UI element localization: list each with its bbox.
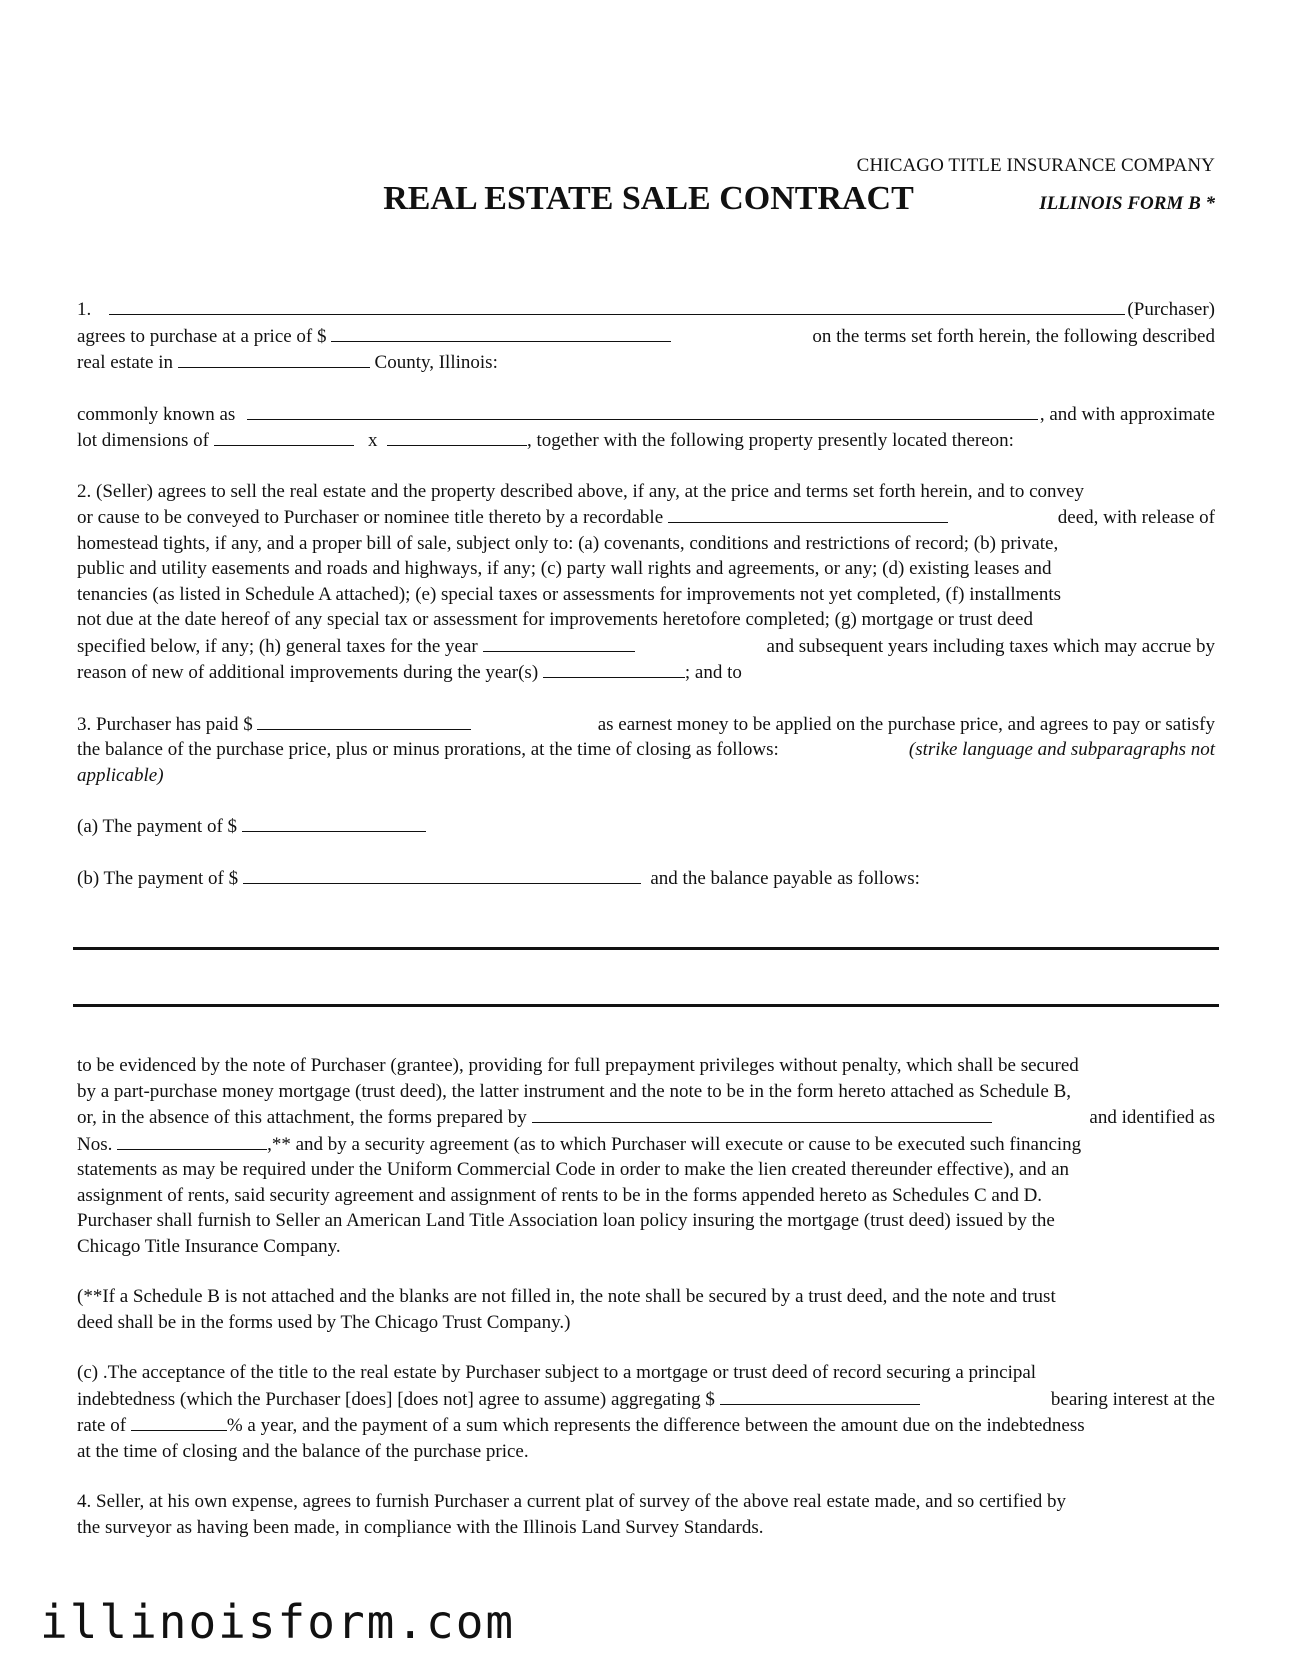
payment-a-field[interactable]: [242, 813, 426, 832]
lot-width-field[interactable]: [214, 427, 354, 446]
s2-line4: public and utility easements and roads and highways, if any; (c) party wall rights and agreements, or any; (d) existing leases and: [77, 558, 1052, 579]
s3b-line6: assignment of rents, said security agreement and assignment of rents to be in the forms appended hereto as Schedules C and D.: [77, 1184, 1043, 1206]
address-field[interactable]: [247, 401, 1037, 420]
s3c-line2: indebtedness (which the Purchaser [does] [does not] agree to assume) aggregating $ bearing interest at the: [77, 1386, 1215, 1413]
s3b-line3: or, in the absence of this attachment, the forms prepared by and identified as: [77, 1104, 1215, 1131]
deed-type-field[interactable]: [668, 504, 948, 523]
s3b-line1: to be evidenced by the note of Purchaser (grantee), providing for full prepayment privileges without penalty, which shall be secured: [77, 1055, 1079, 1076]
s3c-line4: at the time of closing and the balance of the purchase price.: [77, 1440, 529, 1462]
s1-line4: commonly known as , and with approximate: [77, 401, 1215, 428]
s3b-line: (b) The payment of $ and the balance payable as follows:: [77, 865, 1215, 892]
s2-line7: specified below, if any; (h) general taxes for the year and subsequent years including taxes which may accrue by: [77, 633, 1215, 660]
county-field[interactable]: [178, 349, 370, 368]
s3a-line: (a) The payment of $: [77, 813, 1215, 840]
s2-line8: reason of new of additional improvements during the year(s) ; and to: [77, 659, 1215, 686]
indebtedness-amount-field[interactable]: [720, 1386, 920, 1405]
s1-line3: real estate in County, Illinois:: [77, 349, 1215, 376]
company-name: CHICAGO TITLE INSURANCE COMPANY: [856, 155, 1215, 176]
form-id: ILLINOIS FORM B *: [1039, 193, 1215, 214]
s3b-line2: by a part-purchase money mortgage (trust deed), the latter instrument and the note to be in the form hereto attached as Schedule B,: [77, 1080, 1071, 1102]
s3b-line5: statements as may be required under the Uniform Commercial Code in order to make the lien created thereunder effective), and an: [77, 1159, 1070, 1180]
s2-line2: or cause to be conveyed to Purchaser or nominee title thereto by a recordable deed, with release of: [77, 504, 1215, 531]
s3b-line7: Purchaser shall furnish to Seller an American Land Title Association loan policy insuring the mortgage (trust deed) issued by the: [77, 1210, 1055, 1231]
note-line2: deed shall be in the forms used by The Chicago Trust Company.): [77, 1311, 571, 1333]
s3c-line3: rate of % a year, and the payment of a sum which represents the difference between the amount due on the indebtedness: [77, 1412, 1215, 1439]
lot-depth-field[interactable]: [387, 427, 527, 446]
earnest-money-field[interactable]: [257, 711, 471, 730]
forms-preparer-field[interactable]: [532, 1104, 992, 1123]
s2-line1: 2. (Seller) agrees to sell the real estate and the property described above, if any, at the price and terms set forth herein, and to convey: [77, 480, 1084, 502]
s4-line2: the surveyor as having been made, in compliance with the Illinois Land Survey Standards.: [77, 1516, 764, 1538]
s2-line6: not due at the date hereof of any special tax or assessment for improvements heretofore completed; (g) mortgage or trust deed: [77, 609, 1033, 630]
payment-b-field[interactable]: [243, 865, 641, 884]
s3-line3: applicable): [77, 764, 164, 786]
s1-line5: lot dimensions of x , together with the following property presently located thereon:: [77, 427, 1215, 454]
s3-line1: 3. Purchaser has paid $ as earnest money to be applied on the purchase price, and agrees to pay or satisfy: [77, 711, 1215, 738]
s2-line3: homestead tights, if any, and a proper bill of sale, subject only to: (a) covenants, conditions and restrictions of record; (b) private,: [77, 532, 1059, 554]
price-field[interactable]: [331, 323, 671, 342]
s1-line1: 1. (Purchaser): [77, 296, 1215, 323]
improvement-years-field[interactable]: [543, 659, 685, 678]
note-line1: (**If a Schedule B is not attached and the blanks are not filled in, the note shall be secured by a trust deed, and the note and trust: [77, 1286, 1056, 1307]
s3b-line4: Nos. ,** and by a security agreement (as to which Purchaser will execute or cause to be executed such financing: [77, 1131, 1215, 1158]
purchaser-name-field[interactable]: [109, 296, 1125, 315]
s3b-line8: Chicago Title Insurance Company.: [77, 1235, 341, 1257]
tax-year-field[interactable]: [483, 633, 635, 652]
form-nos-field[interactable]: [117, 1131, 267, 1150]
s1-line2: agrees to purchase at a price of $ on the terms set forth herein, the following described: [77, 323, 1215, 350]
s3-line2: the balance of the purchase price, plus or minus prorations, at the time of closing as follows: (strike language and subparagraphs not: [77, 739, 1215, 760]
s2-line5: tenancies (as listed in Schedule A attached); (e) special taxes or assessments for improvements not yet completed, (f) installments: [77, 583, 1062, 605]
interest-rate-field[interactable]: [131, 1412, 227, 1431]
page-title: REAL ESTATE SALE CONTRACT: [383, 180, 914, 217]
contract-body: [77, 296, 1215, 1540]
s4-line1: 4. Seller, at his own expense, agrees to furnish Purchaser a current plat of survey of the above real estate made, and so certified by: [77, 1491, 1066, 1512]
s3c-line1: (c) .The acceptance of the title to the real estate by Purchaser subject to a mortgage or trust deed of record securing a principal: [77, 1362, 1037, 1383]
site-watermark: illinoisform.com: [40, 1595, 516, 1649]
